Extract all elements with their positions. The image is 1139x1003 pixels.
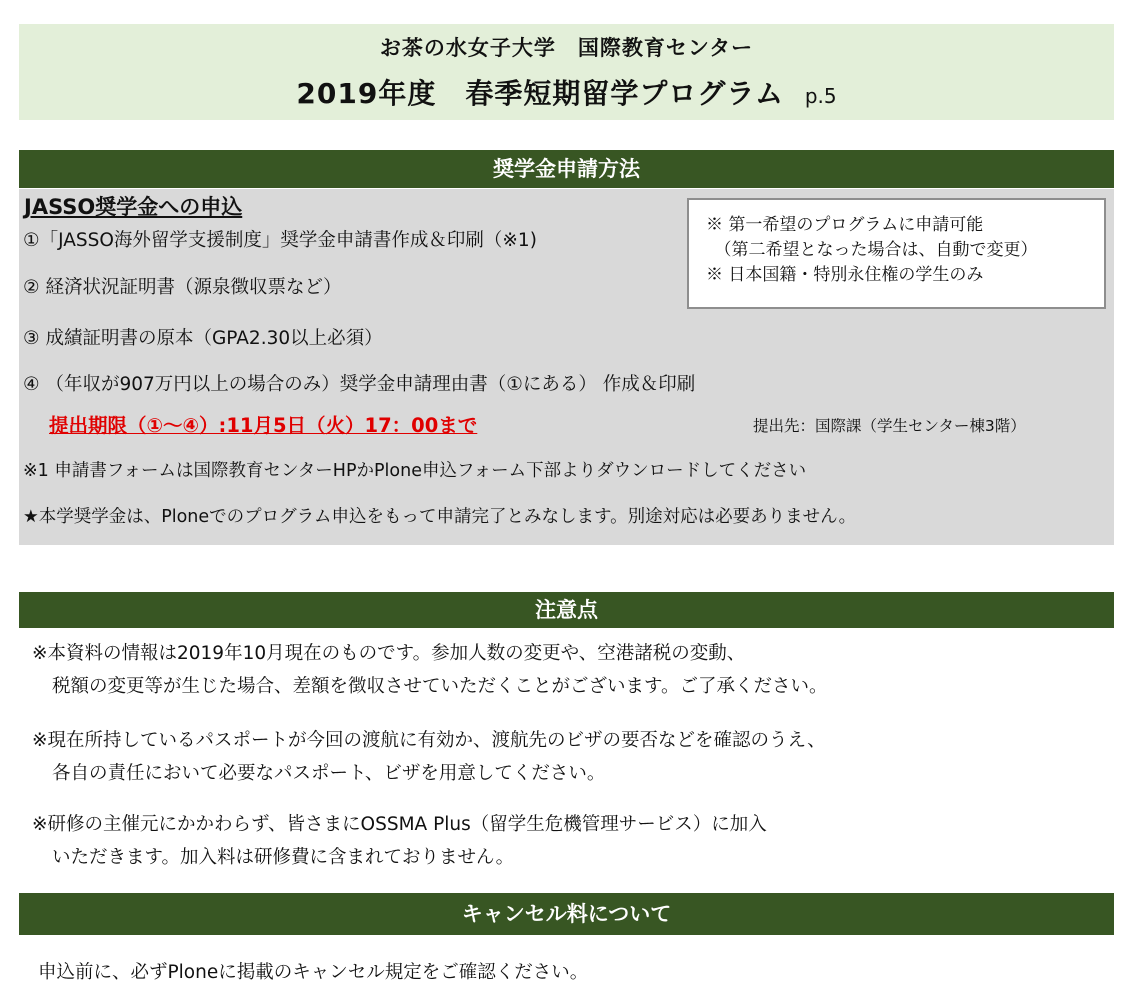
cancellation-section-title: キャンセル料について <box>19 893 1114 935</box>
note-line: （第二希望となった場合は、自動で変更） <box>706 240 1038 260</box>
caution-line: 各自の責任において必要なパスポート、ビザを用意してください。 <box>52 763 606 784</box>
caution-line: いただきます。加入料は研修費に含まれておりません。 <box>52 847 515 868</box>
caution-item <box>32 808 767 874</box>
scholarship-section-title: 奨学金申請方法 <box>19 150 1114 188</box>
caution-line: 税額の変更等が生じた場合、差額を徴収させていただくことがございます。ご了承ください。 <box>52 676 828 697</box>
step-2: ② 経済状況証明書（源泉徴収票など） <box>23 277 342 298</box>
step-4: ④ （年収が907万円以上の場合のみ）奨学金申請理由書（①にある） 作成＆印刷 <box>23 374 696 395</box>
caution-line: ※本資料の情報は2019年10月現在のものです。参加人数の変更や、空港諸税の変動、 <box>32 643 746 664</box>
page-title: 2019年度 春季短期留学プログラム <box>296 77 785 110</box>
submission-location: 提出先：国際課（学生センター棟3階） <box>753 417 1026 435</box>
step-3: ③ 成績証明書の原本（GPA2.30以上必須） <box>23 328 383 349</box>
jasso-heading: JASSO奨学金への申込 <box>24 195 243 219</box>
note-line: ※ 第一希望のプログラムに申請可能 <box>706 215 984 235</box>
form-download-note: ※1 申請書フォームは国際教育センターHPかPlone申込フォーム下部よりダウンロードしてください <box>23 461 807 481</box>
caution-line: ※現在所持しているパスポートが今回の渡航に有効か、渡航先のビザの要否などを確認のうえ、 <box>32 730 826 751</box>
university-name: お茶の水女子大学 国際教育センター <box>379 36 754 60</box>
cancellation-policy-text: 申込前に、必ずPloneに掲載のキャンセル規定をご確認ください。 <box>38 962 589 983</box>
university-scholarship-note: ★本学奨学金は、Ploneでのプログラム申込をもって申請完了とみなします。別途対応は必要ありません。 <box>23 507 857 527</box>
note-line: ※ 日本国籍・特別永住権の学生のみ <box>706 265 984 285</box>
step-1: ①「JASSO海外留学支援制度」奨学金申請書作成＆印刷（※1) <box>23 230 537 251</box>
page-number: p.5 <box>804 84 837 108</box>
page-title-row <box>19 72 1114 112</box>
submission-deadline: 提出期限（①～④）:11月5日（火）17：00まで <box>49 414 478 437</box>
eligibility-note-box <box>687 198 1106 309</box>
caution-section-title: 注意点 <box>19 592 1114 628</box>
caution-line: ※研修の主催元にかかわらず、皆さまにOSSMA Plus（留学生危機管理サービス）に加入 <box>32 814 767 835</box>
scholarship-panel <box>19 189 1114 545</box>
page-header <box>19 24 1114 120</box>
caution-item <box>32 637 828 703</box>
caution-item <box>32 724 826 790</box>
